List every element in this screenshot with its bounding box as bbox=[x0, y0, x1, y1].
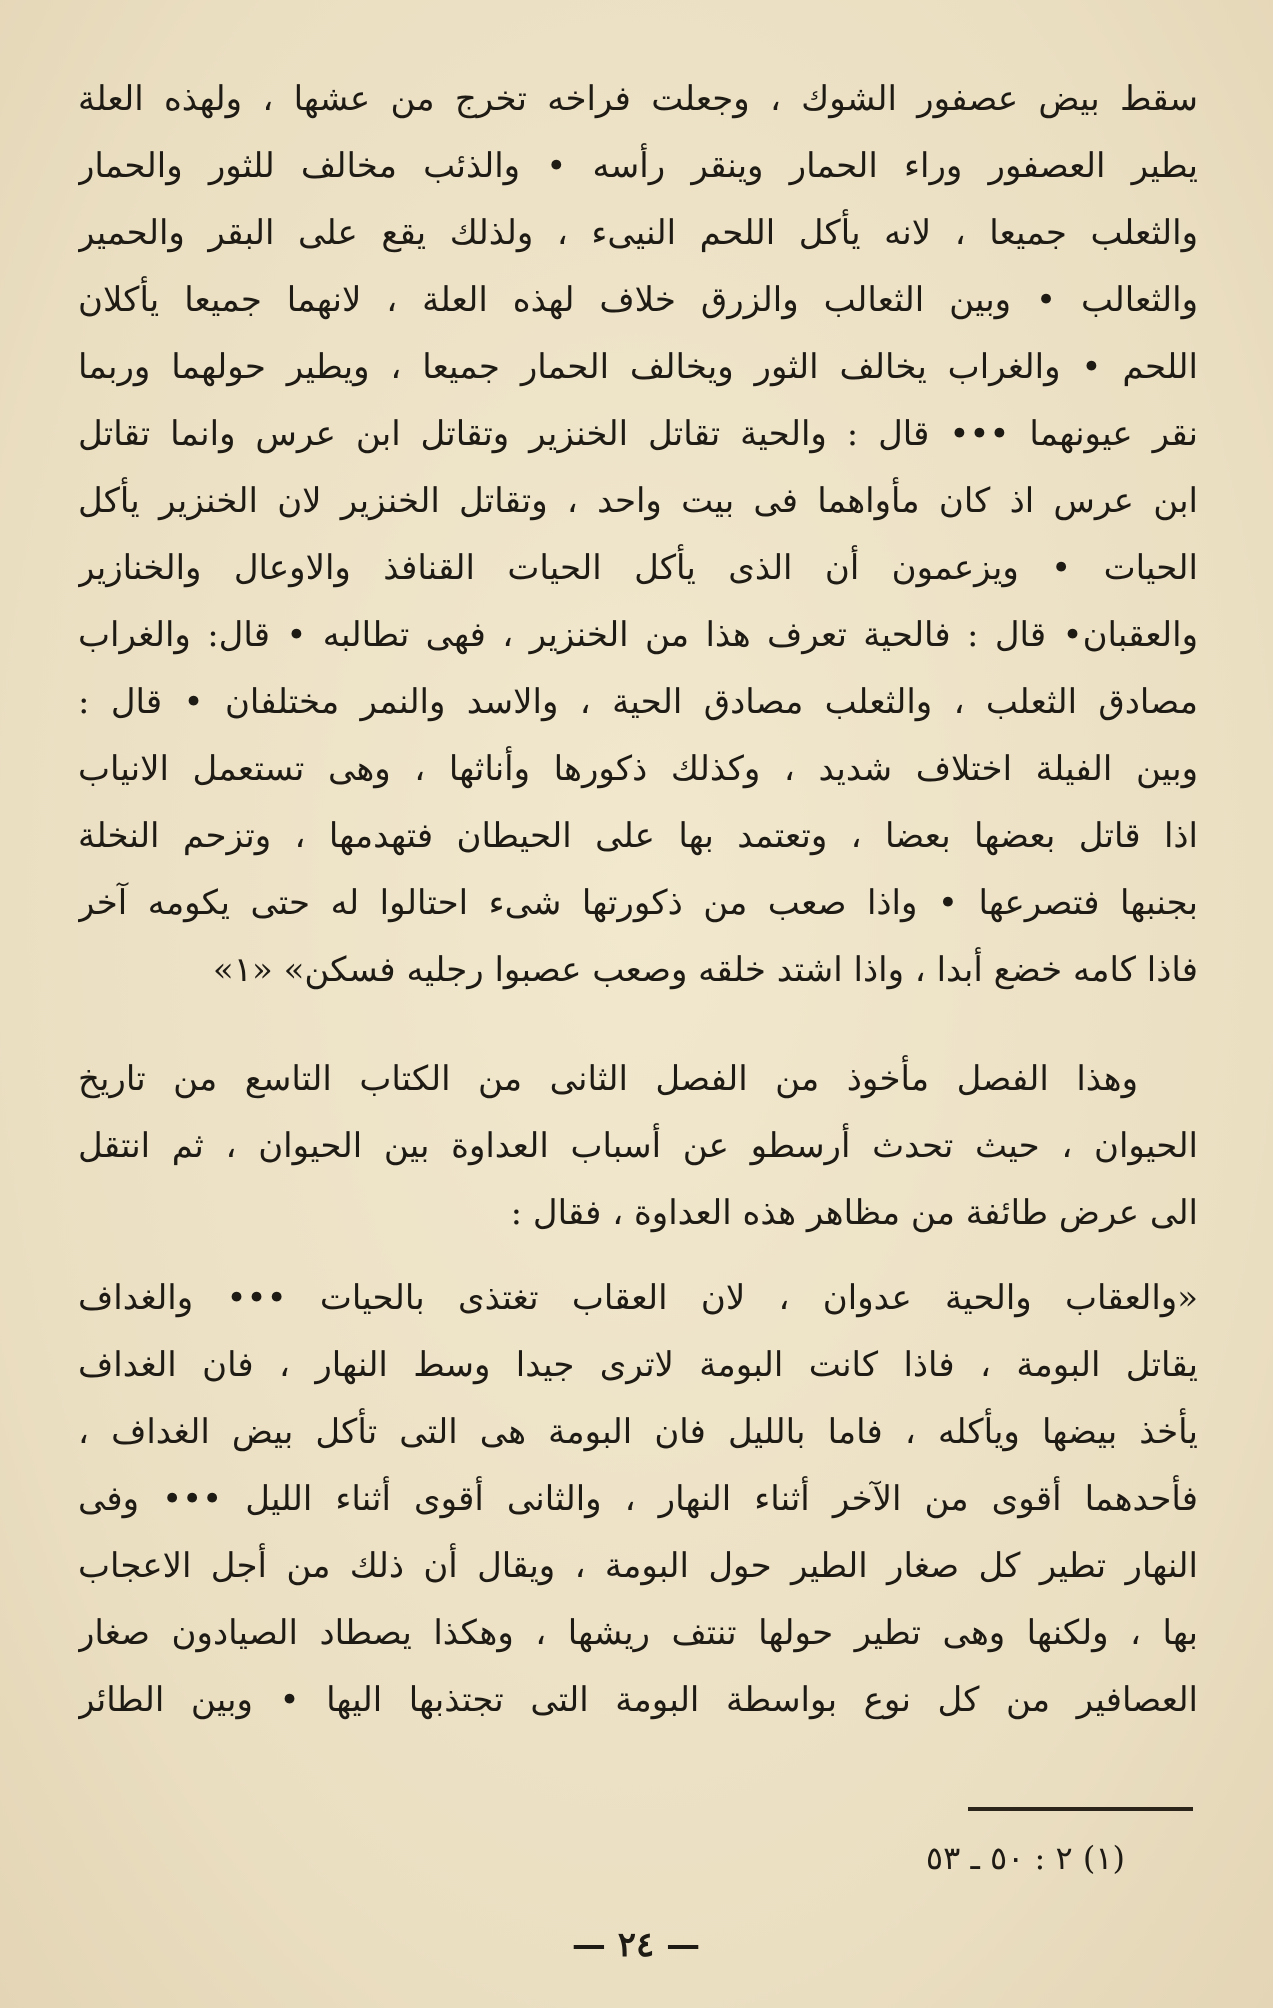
text-line: «والعقاب والحية عدوان ، لان العقاب تغتذى بالحيات ••• والغداف bbox=[78, 1278, 1198, 1318]
text-line: الحيات • ويزعمون أن الذى يأكل الحيات القنافذ والاوعال والخنازير bbox=[78, 548, 1198, 588]
text-line: بجنبها فتصرعها • واذا صعب من ذكورتها شىء احتالوا له حتى يكومه آخر bbox=[78, 883, 1198, 923]
text-line: وبين الفيلة اختلاف شديد ، وكذلك ذكورها وأناثها ، وهى تستعمل الانياب bbox=[78, 749, 1198, 789]
text-line: الحيوان ، حيث تحدث أرسطو عن أسباب العداوة بين الحيوان ، ثم انتقل bbox=[78, 1126, 1198, 1166]
paragraph-3-quotation bbox=[78, 1265, 1198, 1734]
text-line: والثعالب • وبين الثعالب والزرق خلاف لهذه العلة ، لانهما جميعا يأكلان bbox=[78, 280, 1198, 320]
text-line: مصادق الثعلب ، والثعلب مصادق الحية ، والاسد والنمر مختلفان • قال : bbox=[78, 682, 1198, 722]
paragraph-1 bbox=[78, 66, 1198, 1004]
text-line: والعقبان• قال : فالحية تعرف هذا من الخنزير ، فهى تطالبه • قال: والغراب bbox=[78, 615, 1198, 655]
text-line: يأخذ بيضها ويأكله ، فاما بالليل فان البومة هى التى تأكل بيض الغداف ، bbox=[78, 1412, 1198, 1452]
page-number: — ٢٤ — bbox=[571, 1925, 701, 1965]
text-line: يطير العصفور وراء الحمار وينقر رأسه • والذئب مخالف للثور والحمار bbox=[78, 146, 1198, 186]
text-line: فأحدهما أقوى من الآخر أثناء النهار ، والثانى أقوى أثناء الليل ••• وفى bbox=[78, 1479, 1198, 1519]
paragraph-2 bbox=[78, 1046, 1198, 1247]
text-line: اللحم • والغراب يخالف الثور ويخالف الحمار جميعا ، ويطير حولهما وربما bbox=[78, 347, 1198, 387]
text-line: يقاتل البومة ، فاذا كانت البومة لاترى جيدا وسط النهار ، فان الغداف bbox=[78, 1345, 1198, 1385]
text-line: سقط بيض عصفور الشوك ، وجعلت فراخه تخرج من عشها ، ولهذه العلة bbox=[78, 79, 1198, 119]
text-line: النهار تطير كل صغار الطير حول البومة ، ويقال أن ذلك من أجل الاعجاب bbox=[78, 1546, 1198, 1586]
text-line: نقر عيونهما ••• قال : والحية تقاتل الخنزير وتقاتل ابن عرس وانما تقاتل bbox=[78, 414, 1198, 454]
text-line: العصافير من كل نوع بواسطة البومة التى تجتذبها اليها • وبين الطائر bbox=[78, 1680, 1198, 1720]
text-line: اذا قاتل بعضها بعضا ، وتعتمد بها على الحيطان فتهدمها ، وتزحم النخلة bbox=[78, 816, 1198, 856]
text-line: ابن عرس اذ كان مأواهما فى بيت واحد ، وتقاتل الخنزير لان الخنزير يأكل bbox=[78, 481, 1198, 521]
text-line: والثعلب جميعا ، لانه يأكل اللحم النيىء ، ولذلك يقع على البقر والحمير bbox=[78, 213, 1198, 253]
text-line: فاذا كامه خضع أبدا ، واذا اشتد خلقه وصعب عصبوا رجليه فسكن» «١» bbox=[212, 950, 1198, 990]
footnote: (١) ٢ : ٥٠ ـ ٥٣ bbox=[925, 1839, 1125, 1877]
footnote-divider bbox=[968, 1807, 1193, 1811]
text-line: الى عرض طائفة من مظاهر هذه العداوة ، فقال : bbox=[510, 1193, 1198, 1233]
text-line: بها ، ولكنها وهى تطير حولها تنتف ريشها ، وهكذا يصطاد الصيادون صغار bbox=[78, 1613, 1198, 1653]
text-line: وهذا الفصل مأخوذ من الفصل الثانى من الكتاب التاسع من تاريخ bbox=[78, 1059, 1138, 1099]
